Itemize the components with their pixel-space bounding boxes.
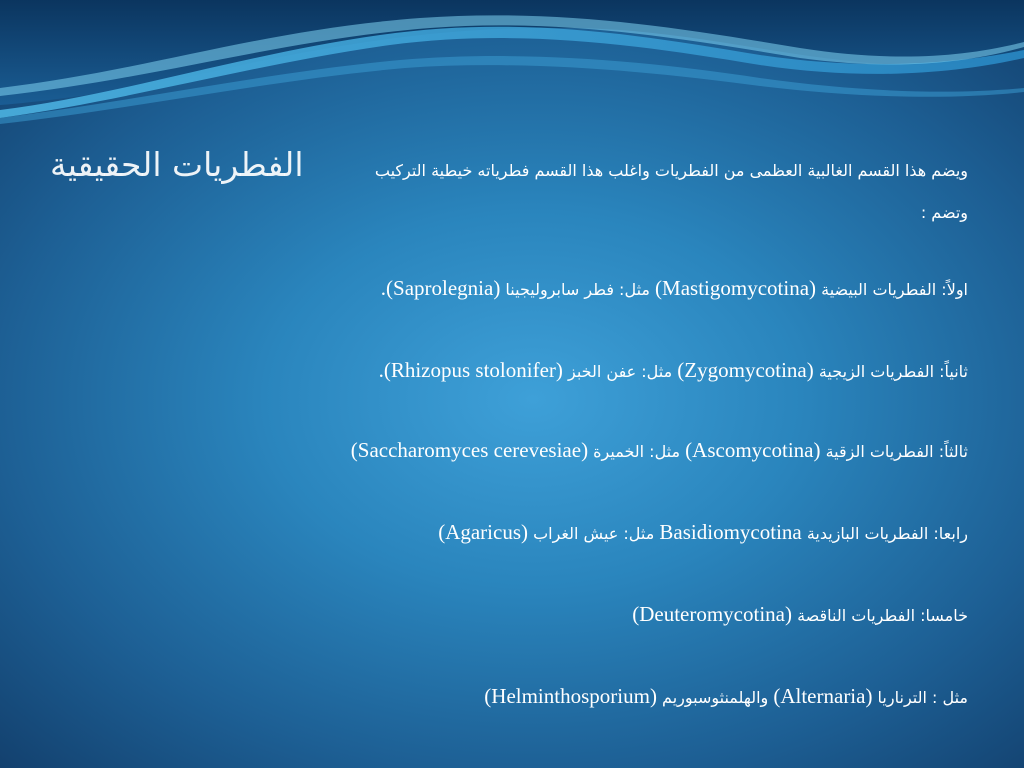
- fungi-group-item: [484, 684, 968, 709]
- item-example-label: مثل: عيش الغراب: [528, 524, 660, 543]
- fungi-group-item: [438, 520, 968, 545]
- item-label: اولاً: الفطريات البيضية: [816, 280, 968, 299]
- item-label: ثالثاً: الفطريات الزقية: [820, 442, 968, 461]
- decorative-waves: [0, 0, 1024, 150]
- slide-title: الفطريات الحقيقية: [50, 145, 304, 184]
- item-example-label: مثل: عفن الخبز: [562, 362, 678, 381]
- item-label: مثل : الترناريا: [872, 688, 968, 707]
- item-example-label: مثل: الخميرة: [588, 442, 686, 461]
- item-example-latin: (Saprolegnia).: [380, 276, 501, 300]
- item-latin-name: (Zygomycotina): [677, 358, 814, 382]
- intro-line-2: وتضم :: [920, 203, 968, 222]
- item-latin-name: (Deuteromycotina): [632, 602, 792, 626]
- fungi-group-item: [381, 276, 968, 301]
- item-label: ثانياً: الفطريات الزيجية: [813, 362, 968, 381]
- item-latin-name: (Alternaria): [773, 684, 873, 708]
- intro-line-1: ويضم هذا القسم الغالبية العظمى من الفطريات واغلب هذا القسم فطرياته خيطية التركيب: [374, 161, 968, 180]
- item-latin-name: Basidiomycotina: [659, 520, 802, 544]
- item-example-label: والهلمنثوسبوريم: [656, 688, 774, 707]
- fungi-group-item: [379, 358, 968, 383]
- item-label: خامسا: الفطريات الناقصة: [791, 606, 968, 625]
- item-example-latin: (Agaricus): [438, 520, 528, 544]
- item-label: رابعا: الفطريات البازيدية: [801, 524, 968, 543]
- item-example-latin: (Helminthosporium): [484, 684, 657, 708]
- item-latin-name: (Ascomycotina): [685, 438, 821, 462]
- item-example-label: مثل: فطر سابروليجينا: [500, 280, 656, 299]
- fungi-group-item: [351, 438, 968, 463]
- intro-paragraph: [188, 150, 968, 234]
- fungi-group-item: [632, 602, 968, 627]
- item-example-latin: (Saccharomyces cerevesiae): [350, 438, 589, 462]
- item-latin-name: (Mastigomycotina): [655, 276, 817, 300]
- item-example-latin: (Rhizopus stolonifer).: [378, 358, 563, 382]
